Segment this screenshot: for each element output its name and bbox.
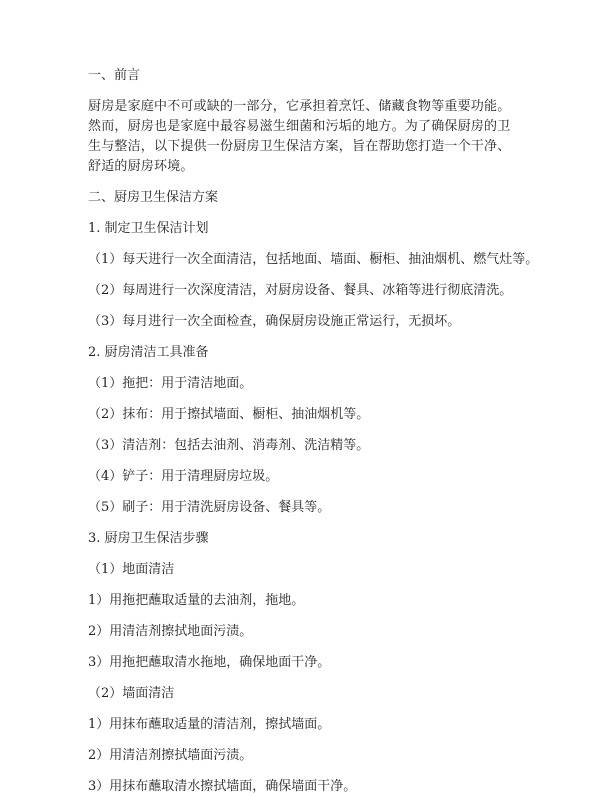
list-item: （3）每月进行一次全面检查，确保厨房设施正常运行，无损坏。 [88,314,461,329]
list-item: 3）用拖把蘸取清水拖地，确保地面干净。 [88,655,331,670]
list-item: （1）每天进行一次全面清洁，包括地面、墙面、橱柜、抽油烟机、燃气灶等。 [88,252,539,267]
subheading-cleaning-steps: 3. 厨房卫生保洁步骤 [88,531,209,546]
list-item: （2）抹布：用于擦拭墙面、橱柜、抽油烟机等。 [88,407,370,422]
list-item: 1）用抹布蘸取适量的清洁剂，擦拭墙面。 [88,717,331,732]
list-item: 1）用拖把蘸取适量的去油剂，拖地。 [88,593,305,608]
section-heading-plan: 二、厨房卫生保洁方案 [88,190,219,205]
list-item: （1）地面清洁 [88,562,175,577]
section-heading-preface: 一、前言 [88,68,141,83]
list-item: （2）墙面清洁 [88,686,175,701]
list-item: （4）铲子：用于清理厨房垃圾。 [88,469,279,484]
list-item: （3）清洁剂：包括去油剂、消毒剂、洗洁精等。 [88,438,370,453]
list-item: （1）拖把：用于清洁地面。 [88,376,253,391]
subheading-cleaning-schedule: 1. 制定卫生保洁计划 [88,221,209,236]
list-item: （5）刷子：用于清洗厨房设备、餐具等。 [88,500,331,515]
subheading-cleaning-tools: 2. 厨房清洁工具准备 [88,345,209,360]
list-item: 3）用抹布蘸取清水擦拭墙面，确保墙面干净。 [88,779,357,794]
list-item: 2）用清洁剂擦拭墙面污渍。 [88,748,253,763]
list-item: （2）每周进行一次深度清洁，对厨房设备、餐具、冰箱等进行彻底清洗。 [88,283,513,298]
list-item: 2）用清洁剂擦拭地面污渍。 [88,624,253,639]
intro-paragraph: 厨房是家庭中不可或缺的一部分，它承担着烹饪、储藏食物等重要功能。然而，厨房也是家庭中最容易滋生细菌和污垢的地方。为了确保厨房的卫生与整洁，以下提供一份厨房卫生保洁方案，旨在帮助您打造一个干净、舒适的厨房环境。 [88,99,511,174]
